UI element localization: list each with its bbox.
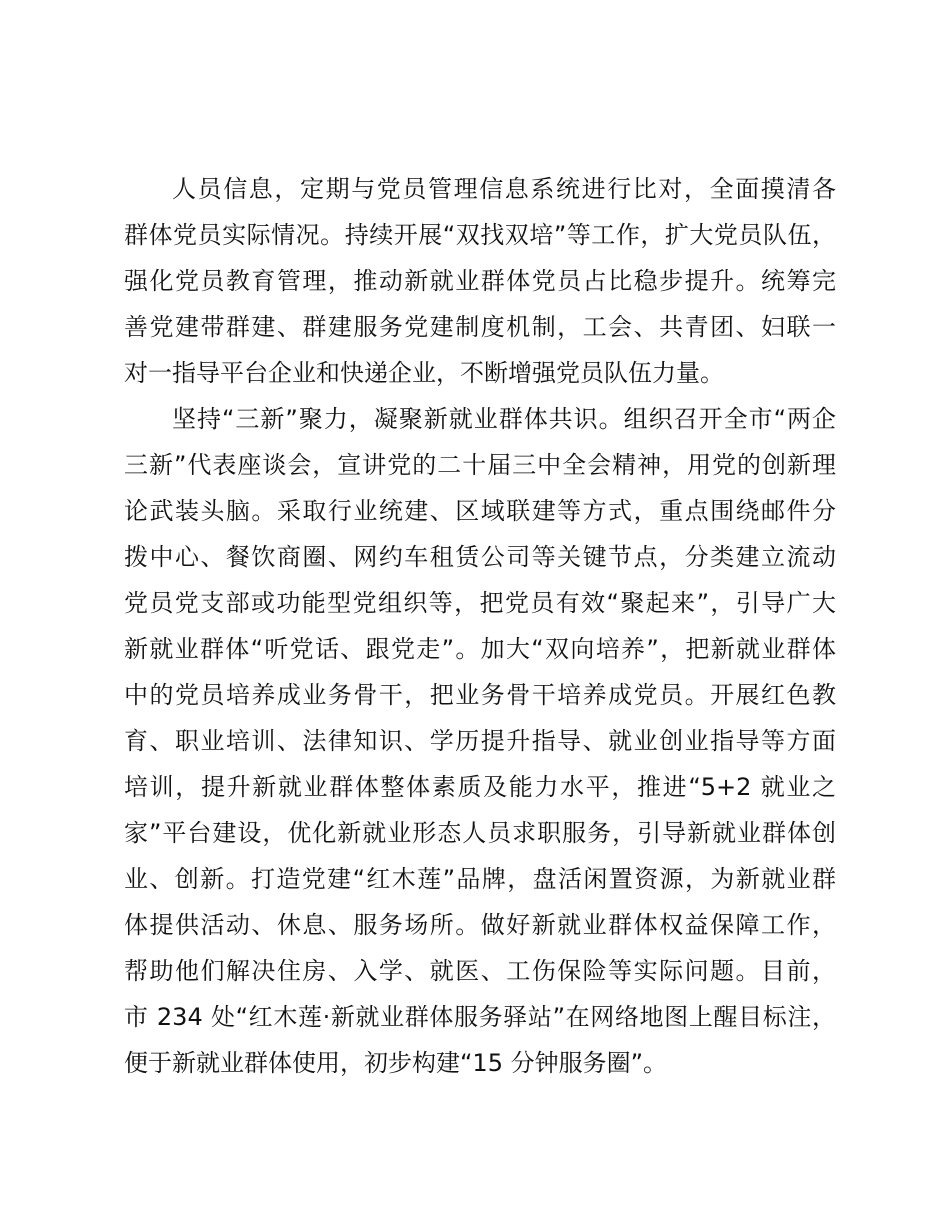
text-line: 拨中心、餐饮商圈、网约车租赁公司等关键节点，分类建立流动	[124, 543, 836, 571]
text-line: 育、职业培训、法律知识、学历提升指导、就业创业指导等方面	[124, 727, 836, 755]
text-line: 市 234 处“红木莲·新就业群体服务驿站”在网络地图上醒目标注，	[124, 1003, 836, 1031]
text-line: 培训，提升新就业群体整体素质及能力水平，推进“5+2 就业之	[124, 773, 836, 801]
document-body	[124, 166, 836, 1086]
text-line: 论武装头脑。采取行业统建、区域联建等方式，重点围绕邮件分	[124, 497, 836, 525]
text-line: 对一指导平台企业和快递企业，不断增强党员队伍力量。	[124, 359, 724, 387]
paragraph-1	[124, 166, 836, 396]
text-line: 帮助他们解决住房、入学、就医、工伤保险等实际问题。目前，	[124, 957, 836, 985]
text-line: 坚持“三新”聚力，凝聚新就业群体共识。组织召开全市“两企	[172, 405, 836, 433]
text-line: 家”平台建设，优化新就业形态人员求职服务，引导新就业群体创	[124, 819, 836, 847]
text-line: 党员党支部或功能型党组织等，把党员有效“聚起来”，引导广大	[124, 589, 836, 617]
text-line: 善党建带群建、群建服务党建制度机制，工会、共青团、妇联一	[124, 313, 836, 341]
text-line: 三新”代表座谈会，宣讲党的二十届三中全会精神，用党的创新理	[124, 451, 836, 479]
text-line: 强化党员教育管理，推动新就业群体党员占比稳步提升。统筹完	[124, 267, 836, 295]
text-line: 业、创新。打造党建“红木莲”品牌，盘活闲置资源，为新就业群	[124, 865, 836, 893]
text-line: 体提供活动、休息、服务场所。做好新就业群体权益保障工作，	[124, 911, 836, 939]
text-line: 便于新就业群体使用，初步构建“15 分钟服务圈”。	[124, 1049, 668, 1077]
text-line: 新就业群体“听党话、跟党走”。加大“双向培养”，把新就业群体	[124, 635, 836, 663]
text-line: 人员信息，定期与党员管理信息系统进行比对，全面摸清各	[172, 175, 836, 203]
text-line: 中的党员培养成业务骨干，把业务骨干培养成党员。开展红色教	[124, 681, 836, 709]
paragraph-2	[124, 396, 836, 1086]
text-line: 群体党员实际情况。持续开展“双找双培”等工作，扩大党员队伍，	[124, 221, 836, 249]
